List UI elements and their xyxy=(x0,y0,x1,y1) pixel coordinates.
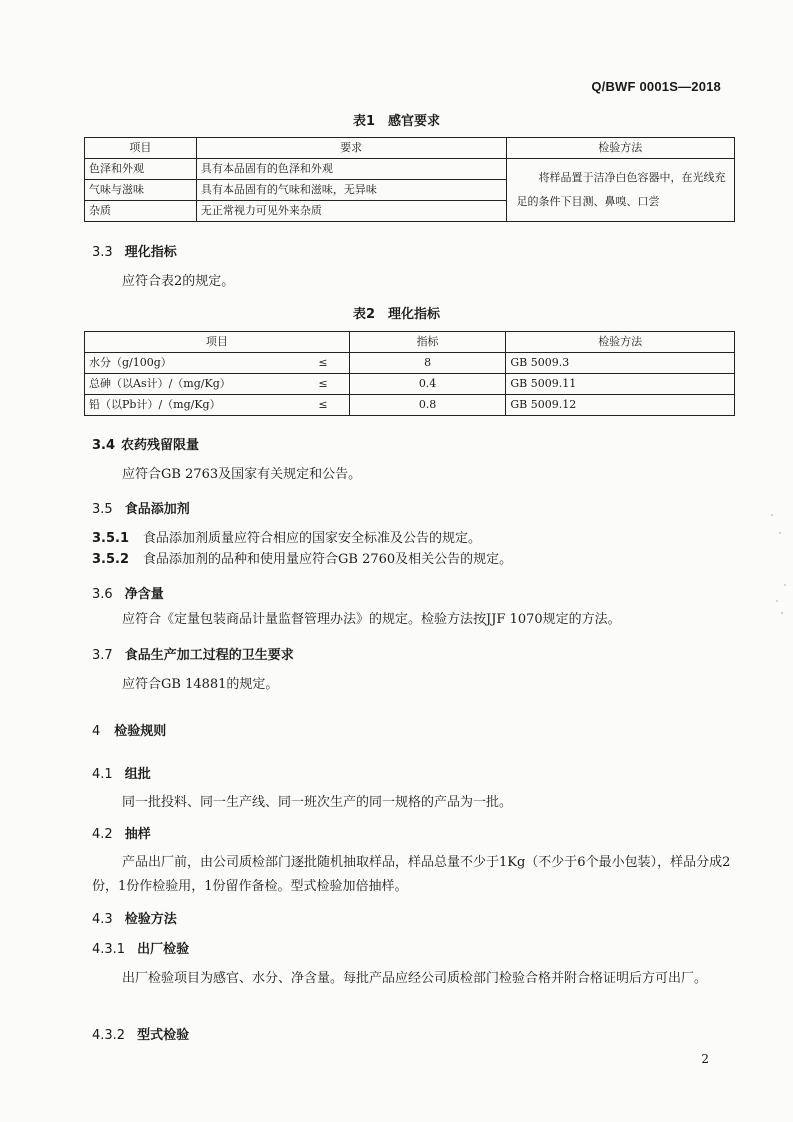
table1-title: 表1 感官要求 xyxy=(352,114,441,129)
table-cell-operator: ≤ xyxy=(297,374,349,395)
table-cell-item: 铅（以Pb计）/（mg/Kg） xyxy=(85,395,298,416)
section-heading-4-3-1 xyxy=(92,938,189,957)
clause-text: 食品添加剂质量应符合相应的国家安全标准及公告的规定。 xyxy=(143,531,482,546)
table-cell-method: GB 5009.3 xyxy=(506,353,735,374)
clause-text: 食品添加剂的品种和使用量应符合GB 2760及相关公告的规定。 xyxy=(143,552,513,567)
scan-speck xyxy=(779,532,781,534)
scan-speck xyxy=(781,612,783,614)
page-number: 2 xyxy=(701,1052,709,1066)
table-cell-method: GB 5009.11 xyxy=(506,374,735,395)
table-cell-item: 杂质 xyxy=(85,201,197,222)
clause-number: 3.5.1 xyxy=(92,531,130,546)
table-header-cell: 项目 xyxy=(85,138,197,159)
clause-number: 3.5.2 xyxy=(92,552,130,567)
section-text-3-4: 应符合GB 2763及国家有关规定和公告。 xyxy=(122,467,362,482)
section-title: 组批 xyxy=(124,767,151,782)
section-title: 净含量 xyxy=(124,587,164,602)
section-title: 食品添加剂 xyxy=(124,502,190,517)
section-heading-4-3-2 xyxy=(92,1024,189,1043)
table-cell-requirement: 具有本品固有的气味和滋味，无异味 xyxy=(196,180,506,201)
section-title: 出厂检验 xyxy=(137,942,190,957)
table-row xyxy=(85,353,735,374)
scan-speck xyxy=(784,584,786,586)
section-number: 4.3 xyxy=(92,912,113,927)
table-header-row xyxy=(85,138,735,159)
table-row xyxy=(85,395,735,416)
table-cell-operator: ≤ xyxy=(297,395,349,416)
table-row xyxy=(85,159,735,180)
section-heading-3-7 xyxy=(92,644,294,663)
table-header-cell: 检验方法 xyxy=(506,138,735,159)
table-row xyxy=(85,374,735,395)
section-heading-4 xyxy=(92,720,166,739)
table-cell-requirement: 具有本品固有的色泽和外观 xyxy=(196,159,506,180)
section-text-4-1: 同一批投料、同一生产线、同一班次生产的同一规格的产品为一批。 xyxy=(122,795,513,810)
section-title: 食品生产加工过程的卫生要求 xyxy=(124,648,294,663)
table-header-cell: 项目 xyxy=(85,332,350,353)
section-text-4-3-1: 出厂检验项目为感官、水分、净含量。每批产品应经公司质检部门检验合格并附合格证明后方可出厂。 xyxy=(122,971,708,986)
section-number: 4.2 xyxy=(92,827,113,842)
section-number: 4 xyxy=(92,724,101,739)
section-number: 3.3 xyxy=(92,245,113,260)
table2-physicochemical-indicators xyxy=(84,331,735,416)
section-number: 3.4 xyxy=(92,438,116,453)
table-cell-method: 将样品置于洁净白色容器中，在光线充足的条件下目测、鼻嗅、口尝 xyxy=(506,159,735,222)
table2-title: 表2 理化指标 xyxy=(352,307,441,322)
clause-3-5-1 xyxy=(92,527,481,546)
section-number: 3.5 xyxy=(92,502,113,517)
section-title: 理化指标 xyxy=(124,245,177,260)
section-text-3-3: 应符合表2的规定。 xyxy=(122,274,235,289)
table-header-row xyxy=(85,332,735,353)
section-title: 抽样 xyxy=(124,827,151,842)
table-cell-item: 色泽和外观 xyxy=(85,159,197,180)
table-cell-value: 8 xyxy=(349,353,506,374)
clause-3-5-2 xyxy=(92,548,512,567)
section-title: 检验方法 xyxy=(124,912,177,927)
section-number: 4.3.1 xyxy=(92,942,126,957)
table-header-cell: 要求 xyxy=(196,138,506,159)
section-heading-3-5 xyxy=(92,498,190,517)
document-code: Q/BWF 0001S—2018 xyxy=(591,79,721,94)
section-heading-4-1 xyxy=(92,763,151,782)
table-header-cell: 检验方法 xyxy=(506,332,735,353)
table-cell-item: 总砷（以As计）/（mg/Kg） xyxy=(85,374,298,395)
section-heading-3-6 xyxy=(92,583,164,602)
table1-sensory-requirements xyxy=(84,137,735,222)
table-cell-requirement: 无正常视力可见外来杂质 xyxy=(196,201,506,222)
section-heading-4-3 xyxy=(92,908,177,927)
section-text-4-2: 产品出厂前，由公司质检部门逐批随机抽取样品，样品总量不少于1Kg（不少于6个最小包装），样品分成2份，1份作检验用，1份留作备检。型式检验加倍抽样。 xyxy=(92,855,731,894)
section-number: 4.3.2 xyxy=(92,1028,126,1043)
scan-speck xyxy=(776,600,778,602)
section-heading-3-3 xyxy=(92,241,177,260)
section-number: 3.6 xyxy=(92,587,113,602)
section-text-3-6: 应符合《定量包装商品计量监督管理办法》的规定。检验方法按JJF 1070规定的方法。 xyxy=(122,612,621,627)
table-cell-value: 0.4 xyxy=(349,374,506,395)
section-text-3-7: 应符合GB 14881的规定。 xyxy=(122,677,279,692)
section-number: 3.7 xyxy=(92,648,113,663)
table-header-cell: 指标 xyxy=(349,332,506,353)
scan-speck xyxy=(771,514,773,516)
table-cell-item: 气味与滋味 xyxy=(85,180,197,201)
section-heading-3-4 xyxy=(92,434,199,453)
table-cell-operator: ≤ xyxy=(297,353,349,374)
section-title: 农药残留限量 xyxy=(121,438,200,453)
section-title: 型式检验 xyxy=(137,1028,190,1043)
table-cell-method: GB 5009.12 xyxy=(506,395,735,416)
section-number: 4.1 xyxy=(92,767,113,782)
table-cell-value: 0.8 xyxy=(349,395,506,416)
table-cell-item: 水分（g/100g） xyxy=(85,353,298,374)
section-heading-4-2 xyxy=(92,823,151,842)
section-title: 检验规则 xyxy=(114,724,167,739)
